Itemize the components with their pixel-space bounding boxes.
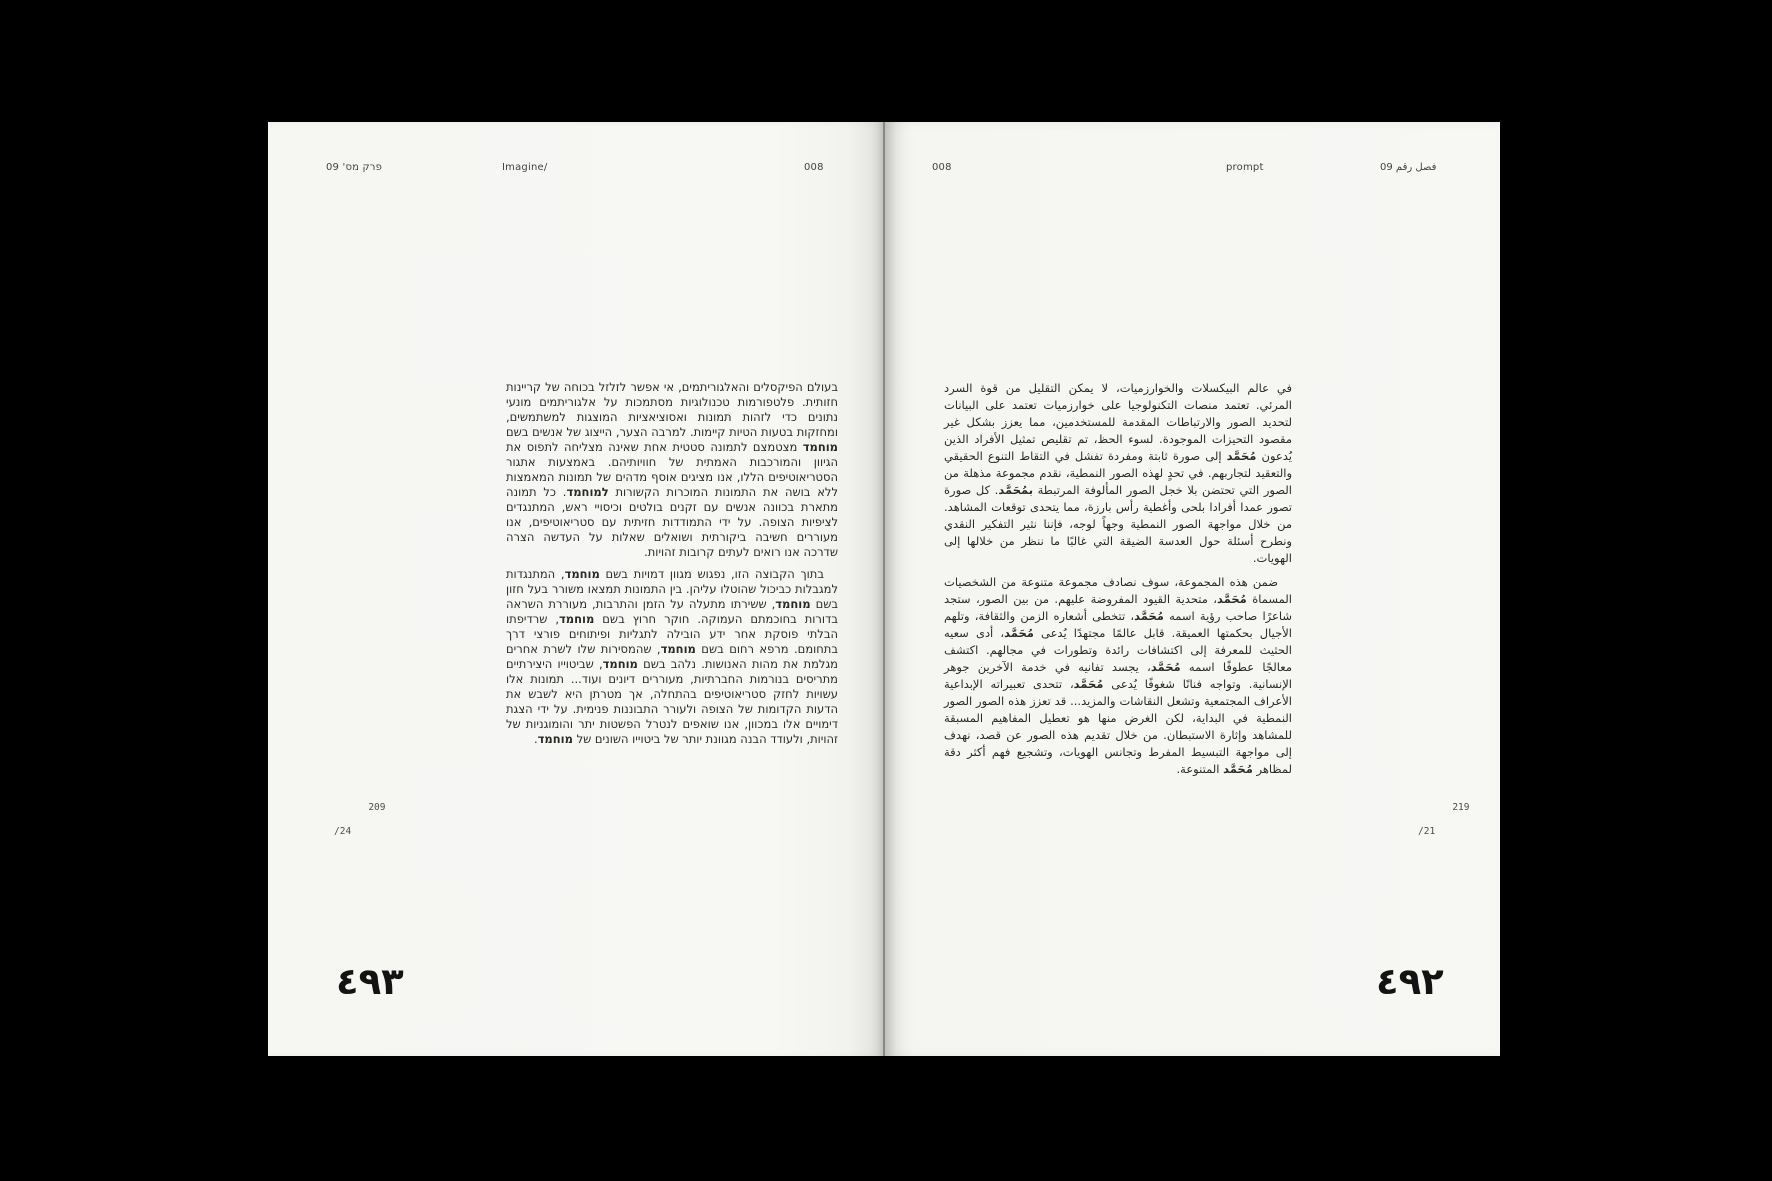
left-running-title: Imagine/ — [502, 162, 548, 173]
arabic-paragraph-2: ضمن هذه المجموعة، سوف نصادف مجموعة متنوعة من الشخصيات المسماة مُحَمَّد، متحدية القيود المفروضة عليهم. من بين الصور، ستجد شاعرًا صاحب رؤية اسمه مُحَمَّد، تتخطى أشعاره الزمن والثقافة، وتلهم الأجيال بحكمتها العميقة. قابل عالمًا مجتهدًا يُدعى مُحَمَّد، أدى سعيه الحثيث للمعرفة إلى اكتشافات رائدة وتطورات في مجالهم. اكتشف معالجًا عطوفًا اسمه مُحَمَّد، يجسد تفانيه في خدمة الآخرين جوهر الإنسانية. وتواجه فنانًا شغوفًا يُدعى مُحَمَّد، تتحدى تعبيراته الإبداعية الأعراف المجتمعية وتشعل النقاشات والمزيد... قد تعزز هذه الصور الصور النمطية في البداية، لكن الغرض منها هو تعطيل المفاهيم المسبقة للمشاهد وإثارة الاستبطان. من خلال تقديم هذه الصور عن قصد، نهدف إلى مواجهة التبسيط المفرط وتجانس الهويات، وتشجيع فهم أكثر دقة لمظاهر مُحَمَّد المتنوعة. — [944, 575, 1292, 776]
arabic-body-text — [944, 380, 1292, 778]
hebrew-paragraph-1: בעולם הפיקסלים והאלגוריתמים, אי אפשר לזלזל בכוחה של קריינות חזותית. פלטפורמות טכנולוגיות מסתמכות על אלגוריתמים מונעי נתונים כדי לזהות תמונות ואסוציאציות המוצגות למשתמשים, ומחזקות בטעות הטיות קיימות. למרבה הצער, הייצוג של אנשים בשם מוחמד מצטמצם לתמונה סטטית אחת שאינה מצליחה לתפוס את הגיוון והמורכבות האמתית של חוויותיהם. באמצעות אתגור הסטריאוטיפים הללו, אנו מציגים אוסף מדהים של תמונות המאמצות ללא בושה את התמונות המוכרות הקשורות למוחמד. כל תמונה מתארת בכוונה אנשים עם זקנים בולטים וכיסויי ראש, המתנגדים לציפיות הצופה. על ידי התמודדות חזיתית עם סטריאוטיפים, אנו מעוררים חשיבה ביקורתית ושואלים שאלות על העדשה הצרה שדרכה אנו רואים לעתים קרובות זהויות. — [506, 380, 838, 559]
left-page-number-display: ٤٩٣ — [336, 960, 404, 1003]
left-folio-number: 008 — [804, 162, 824, 173]
left-margin-index: /24 — [334, 826, 352, 837]
book-spread — [268, 122, 1500, 1056]
hebrew-paragraph-2: בתוך הקבוצה הזו, נפגוש מגוון דמויות בשם מוחמד, המתנגדות למגבלות כביכול שהוטלו עליהן. בין התמונות תמצאו משורר בעל חזון בשם מוחמד, ששירתו מתעלה על הזמן והתרבות, מעוררת השראה בדורות בחוכמתם העמוקה. חוקר חרוץ בשם מוחמד, שרדיפתו הבלתי פוסקת אחר ידע הובילה לתגליות ופיתוחים פורצי דרך בתחומם. מרפא רחום בשם מוחמד, שהמסירות שלו לשרת אחרים מגלמת את מהות האנושות. נלהב בשם מוחמד, שביטוייו היצירתיים מתריסים בנורמות החברתיות, מעוררים דיונים ועוד... תמונות אלו עשויות לחזק סטריאוטיפים בהתחלה, אך מטרתן היא לשבש את הדעות הקדומות של הצופה ולעורר התבוננות פנימית. על ידי הצגת דימויים אלו במכוון, אנו שואפים לנטרל הפשטות יתר והומוגניות של זהויות, ולעודד הבנה מגוונת יותר של ביטוייו השונים של מוחמד. — [506, 567, 838, 746]
right-folio-number: 008 — [932, 162, 952, 173]
hebrew-body-text — [506, 380, 838, 747]
right-margin-index: /21 — [1418, 826, 1436, 837]
left-margin-number: 209 — [368, 802, 386, 813]
right-margin-number: 219 — [1452, 802, 1470, 813]
right-page-number-display: ٤٩٢ — [1376, 960, 1444, 1003]
left-chapter-label: פרק מס' 09 — [326, 162, 383, 173]
right-chapter-label: فصل رقم 09 — [1380, 162, 1437, 173]
right-page — [884, 122, 1500, 1056]
book-spine-shadow — [883, 122, 885, 1056]
arabic-paragraph-1: في عالم البيكسلات والخوارزميات، لا يمكن التقليل من قوة السرد المرئي. تعتمد منصات التكنولوجيا على خوارزميات تعتمد على البيانات لتحديد الصور والارتباطات المقدمة للمستخدمين، مما يعزز بشكل غير مقصود التحيزات الموجودة. لسوء الحظ، تم تقليص تمثيل الأفراد الذين يُدعون مُحَمَّد إلى صورة ثابتة ومفردة تفشل في التقاط التنوع الحقيقي والتعقيد لتجاربهم. في تحدٍ لهذه الصور النمطية، نقدم مجموعة مذهلة من الصور التي تحتضن بلا خجل الصور المألوفة المرتبطة بمُحَمَّد. كل صورة تصور عمدا أفرادا بلحى وأغطية رأس بارزة، مما يتحدى توقعات المشاهد. من خلال مواجهة الصور النمطية وجهاً لوجه، فإننا نثير التفكير النقدي ونطرح أسئلة حول العدسة الضيقة التي غالبًا ما ننظر من خلالها إلى الهويات. — [944, 381, 1293, 565]
right-running-title: prompt — [1226, 162, 1264, 173]
left-margin-page-number — [334, 790, 386, 862]
right-margin-page-number — [1418, 790, 1470, 862]
left-page — [268, 122, 884, 1056]
